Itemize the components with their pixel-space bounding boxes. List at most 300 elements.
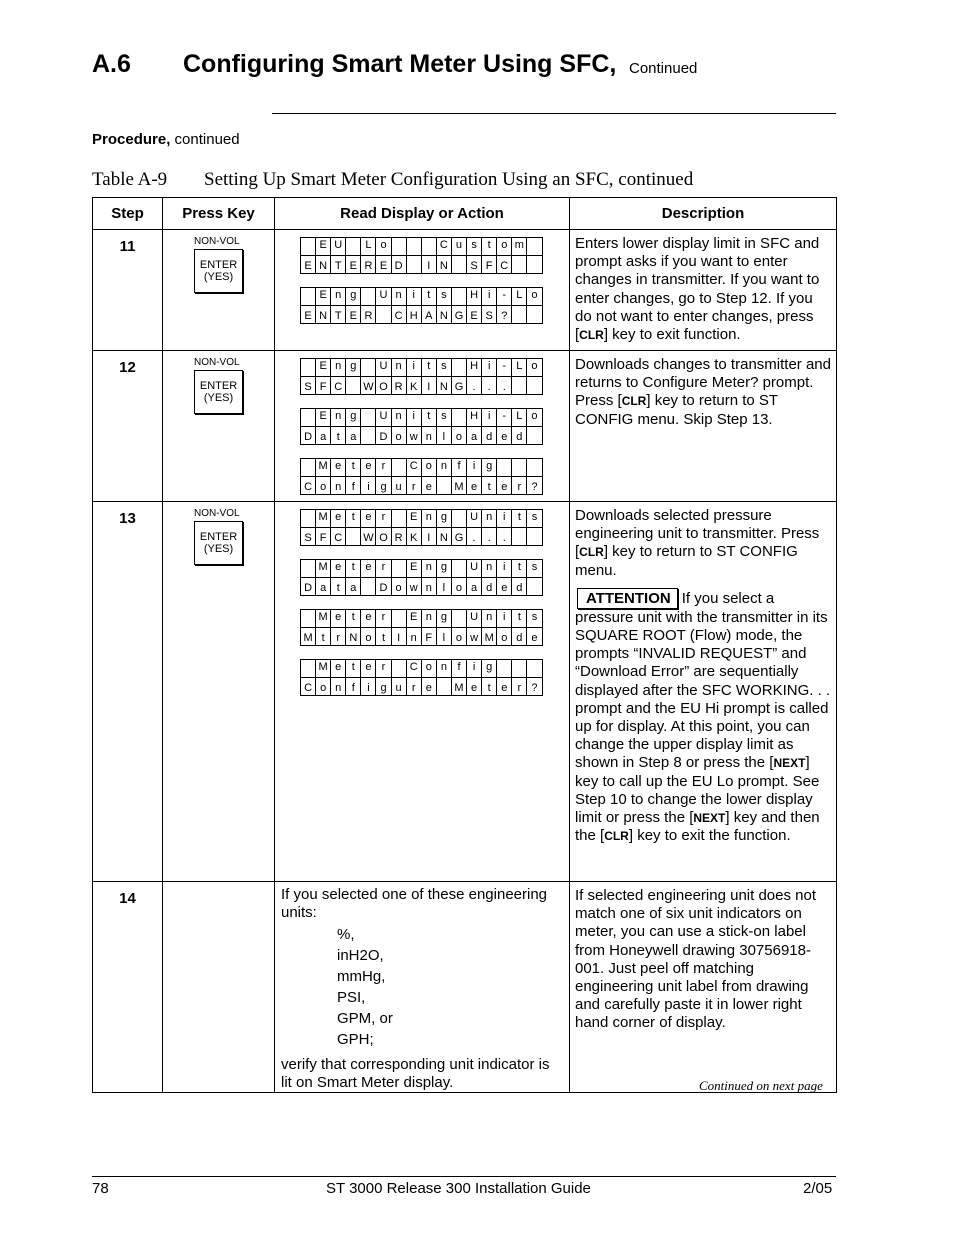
lcd-char-cell: s bbox=[436, 409, 451, 427]
lcd-top-line bbox=[301, 660, 543, 678]
lcd-char-cell bbox=[301, 359, 316, 377]
lcd-char-cell: r bbox=[512, 678, 527, 696]
lcd-char-cell: e bbox=[467, 477, 482, 495]
lcd-char-cell: e bbox=[331, 660, 346, 678]
description-text: Downloads selected pressure engineering unit to transmitter. Press [ bbox=[575, 507, 820, 561]
unit-item: %, bbox=[337, 926, 355, 943]
lcd-char-cell: a bbox=[467, 427, 482, 445]
lcd-char-cell: i bbox=[406, 288, 421, 306]
lcd-char-cell: f bbox=[451, 459, 466, 477]
lcd-char-cell: R bbox=[391, 528, 406, 546]
lcd-char-cell bbox=[512, 459, 527, 477]
lcd-char-cell: ? bbox=[527, 678, 542, 696]
lcd-char-cell: r bbox=[331, 628, 346, 646]
units-intro: If you selected one of these engineering units: bbox=[281, 886, 548, 921]
lcd-char-cell bbox=[301, 288, 316, 306]
clr-key-label: CLR bbox=[579, 545, 604, 560]
lcd-char-cell: L bbox=[512, 288, 527, 306]
lcd-char-cell: t bbox=[421, 288, 436, 306]
lcd-char-cell: r bbox=[376, 560, 391, 578]
lcd-char-cell: D bbox=[376, 427, 391, 445]
lcd-char-cell: E bbox=[346, 306, 361, 324]
description-cell bbox=[570, 230, 837, 351]
lcd-char-cell: i bbox=[482, 409, 497, 427]
lcd-char-cell: o bbox=[391, 578, 406, 596]
table-row bbox=[93, 502, 837, 882]
lcd-char-cell bbox=[361, 359, 376, 377]
lcd-char-cell: n bbox=[391, 409, 406, 427]
lcd-char-cell: g bbox=[376, 477, 391, 495]
lcd-char-cell: E bbox=[376, 256, 391, 274]
lcd-char-cell: s bbox=[527, 610, 542, 628]
lcd-char-cell: M bbox=[451, 477, 466, 495]
lcd-char-cell: O bbox=[376, 528, 391, 546]
key-sublabel: (YES) bbox=[203, 543, 234, 555]
lcd-char-cell: M bbox=[301, 628, 316, 646]
lcd-char-cell: A bbox=[421, 306, 436, 324]
press-key-cell bbox=[163, 882, 275, 1093]
lcd-char-cell: d bbox=[482, 427, 497, 445]
table-row bbox=[93, 882, 837, 1093]
lcd-char-cell: C bbox=[301, 477, 316, 495]
lcd-char-cell: N bbox=[316, 306, 331, 324]
lcd-char-cell: C bbox=[301, 678, 316, 696]
lcd-char-cell bbox=[361, 288, 376, 306]
lcd-char-cell bbox=[527, 459, 542, 477]
lcd-char-cell: n bbox=[482, 510, 497, 528]
lcd-char-cell: H bbox=[467, 409, 482, 427]
unit-item: mmHg, bbox=[337, 968, 386, 985]
units-list bbox=[281, 924, 563, 1050]
lcd-bottom-line bbox=[301, 427, 543, 445]
lcd-char-cell: d bbox=[512, 427, 527, 445]
lcd-char-cell: g bbox=[346, 288, 361, 306]
lcd-char-cell: W bbox=[361, 377, 376, 395]
header-step: Step bbox=[93, 198, 163, 230]
lcd-char-cell: n bbox=[436, 660, 451, 678]
lcd-char-cell: D bbox=[301, 427, 316, 445]
lcd-char-cell: i bbox=[467, 459, 482, 477]
lcd-char-cell: M bbox=[316, 459, 331, 477]
lcd-char-cell: H bbox=[406, 306, 421, 324]
lcd-char-cell: t bbox=[316, 628, 331, 646]
lcd-char-cell bbox=[406, 256, 421, 274]
key-sublabel: (YES) bbox=[203, 271, 234, 283]
lcd-char-cell: t bbox=[346, 459, 361, 477]
lcd-char-cell: O bbox=[376, 377, 391, 395]
lcd-char-cell: d bbox=[482, 578, 497, 596]
lcd-char-cell: r bbox=[376, 459, 391, 477]
lcd-char-cell: w bbox=[406, 578, 421, 596]
lcd-char-cell: g bbox=[436, 510, 451, 528]
lcd-char-cell: S bbox=[482, 306, 497, 324]
lcd-char-cell bbox=[527, 427, 542, 445]
lcd-char-cell: e bbox=[421, 678, 436, 696]
heading-rule bbox=[272, 113, 836, 114]
key-label: ENTER bbox=[199, 380, 238, 392]
lcd-display bbox=[300, 287, 543, 324]
lcd-char-cell: a bbox=[316, 427, 331, 445]
lcd-char-cell: I bbox=[391, 628, 406, 646]
lcd-char-cell: E bbox=[346, 256, 361, 274]
lcd-char-cell: i bbox=[482, 359, 497, 377]
read-action-cell bbox=[275, 882, 570, 1093]
lcd-char-cell bbox=[527, 528, 542, 546]
procedure-suffix: continued bbox=[174, 131, 240, 148]
lcd-char-cell: n bbox=[421, 560, 436, 578]
footer-rule bbox=[92, 1176, 836, 1177]
lcd-char-cell: D bbox=[376, 578, 391, 596]
lcd-char-cell: E bbox=[406, 510, 421, 528]
lcd-bottom-line bbox=[301, 256, 543, 274]
lcd-char-cell: a bbox=[346, 427, 361, 445]
table-header-row bbox=[93, 198, 837, 230]
lcd-char-cell: F bbox=[316, 377, 331, 395]
lcd-char-cell bbox=[391, 459, 406, 477]
procedure-table bbox=[92, 197, 837, 1093]
lcd-char-cell: . bbox=[497, 377, 512, 395]
lcd-char-cell: D bbox=[301, 578, 316, 596]
lcd-char-cell: n bbox=[482, 610, 497, 628]
header-read-display: Read Display or Action bbox=[275, 198, 570, 230]
lcd-char-cell: o bbox=[451, 427, 466, 445]
units-outro: verify that corresponding unit indicator is lit on Smart Meter display. bbox=[281, 1056, 550, 1091]
lcd-char-cell: H bbox=[467, 288, 482, 306]
next-key-label: NEXT bbox=[693, 811, 726, 826]
lcd-char-cell bbox=[376, 306, 391, 324]
lcd-char-cell: s bbox=[436, 359, 451, 377]
lcd-char-cell: r bbox=[406, 477, 421, 495]
lcd-top-line bbox=[301, 238, 543, 256]
lcd-char-cell: e bbox=[361, 459, 376, 477]
lcd-char-cell: i bbox=[361, 477, 376, 495]
lcd-char-cell: o bbox=[497, 628, 512, 646]
key-nonvol-label: NON-VOL bbox=[194, 508, 240, 519]
lcd-char-cell: g bbox=[482, 459, 497, 477]
lcd-char-cell: . bbox=[482, 377, 497, 395]
clr-key-label: CLR bbox=[604, 829, 629, 844]
lcd-char-cell bbox=[527, 377, 542, 395]
lcd-char-cell: E bbox=[316, 238, 331, 256]
lcd-char-cell bbox=[527, 238, 542, 256]
lcd-char-cell bbox=[512, 660, 527, 678]
table-row bbox=[93, 230, 837, 351]
section-continued: Continued bbox=[629, 60, 698, 77]
lcd-char-cell: C bbox=[331, 377, 346, 395]
lcd-char-cell: t bbox=[331, 578, 346, 596]
lcd-char-cell: u bbox=[391, 477, 406, 495]
lcd-char-cell bbox=[451, 256, 466, 274]
lcd-char-cell bbox=[346, 377, 361, 395]
lcd-char-cell: L bbox=[512, 359, 527, 377]
lcd-char-cell bbox=[527, 256, 542, 274]
lcd-char-cell: a bbox=[346, 578, 361, 596]
lcd-char-cell: U bbox=[376, 359, 391, 377]
lcd-char-cell: K bbox=[406, 528, 421, 546]
lcd-char-cell: e bbox=[361, 660, 376, 678]
lcd-char-cell: n bbox=[331, 288, 346, 306]
lcd-char-cell: d bbox=[512, 578, 527, 596]
lcd-char-cell: g bbox=[436, 610, 451, 628]
lcd-char-cell bbox=[301, 459, 316, 477]
lcd-top-line bbox=[301, 288, 543, 306]
lcd-char-cell: n bbox=[331, 678, 346, 696]
lcd-char-cell: e bbox=[331, 510, 346, 528]
lcd-char-cell: u bbox=[391, 678, 406, 696]
lcd-char-cell: u bbox=[451, 238, 466, 256]
lcd-char-cell: S bbox=[467, 256, 482, 274]
lcd-char-cell: F bbox=[316, 528, 331, 546]
lcd-char-cell: . bbox=[497, 528, 512, 546]
lcd-char-cell: t bbox=[512, 560, 527, 578]
lcd-char-cell: i bbox=[497, 510, 512, 528]
lcd-char-cell: G bbox=[451, 377, 466, 395]
lcd-char-cell: E bbox=[316, 409, 331, 427]
lcd-char-cell: g bbox=[346, 359, 361, 377]
lcd-char-cell: ? bbox=[527, 477, 542, 495]
lcd-char-cell: i bbox=[361, 678, 376, 696]
lcd-char-cell: e bbox=[331, 459, 346, 477]
lcd-top-line bbox=[301, 610, 543, 628]
key-label: ENTER bbox=[199, 259, 238, 271]
lcd-char-cell bbox=[346, 528, 361, 546]
step-number: 11 bbox=[93, 230, 163, 351]
lcd-display bbox=[300, 559, 543, 596]
lcd-char-cell: e bbox=[497, 678, 512, 696]
lcd-char-cell: s bbox=[436, 288, 451, 306]
lcd-char-cell: o bbox=[527, 409, 542, 427]
lcd-char-cell: i bbox=[406, 409, 421, 427]
lcd-char-cell: U bbox=[331, 238, 346, 256]
attention-text: ] key to exit the function. bbox=[628, 827, 791, 845]
lcd-char-cell bbox=[451, 510, 466, 528]
lcd-char-cell: s bbox=[527, 560, 542, 578]
lcd-char-cell: S bbox=[301, 377, 316, 395]
lcd-top-line bbox=[301, 409, 543, 427]
lcd-display bbox=[300, 237, 543, 274]
lcd-char-cell: . bbox=[482, 528, 497, 546]
document-title: ST 3000 Release 300 Installation Guide bbox=[326, 1180, 591, 1197]
lcd-char-cell: C bbox=[406, 459, 421, 477]
lcd-char-cell: e bbox=[497, 578, 512, 596]
unit-item: GPM, or bbox=[337, 1010, 393, 1027]
lcd-char-cell bbox=[361, 427, 376, 445]
lcd-char-cell: a bbox=[467, 578, 482, 596]
lcd-char-cell: t bbox=[376, 628, 391, 646]
lcd-char-cell: i bbox=[482, 288, 497, 306]
lcd-char-cell: U bbox=[467, 560, 482, 578]
table-title: Setting Up Smart Meter Configuration Using an SFC, continued bbox=[204, 169, 694, 190]
lcd-char-cell: o bbox=[421, 660, 436, 678]
lcd-char-cell: N bbox=[436, 256, 451, 274]
clr-key-label: CLR bbox=[621, 394, 647, 409]
lcd-char-cell bbox=[527, 660, 542, 678]
description-cell: If selected engineering unit does not match one of six unit indicators on meter, you can use a stick-on label from Honeywell drawing 30756918-001. Just peel off matching engineering unit label from drawing and carefully paste it in lower right hand corner of display. bbox=[570, 882, 837, 1093]
lcd-bottom-line bbox=[301, 477, 543, 495]
lcd-char-cell: - bbox=[497, 409, 512, 427]
read-action-text bbox=[275, 882, 569, 1092]
lcd-char-cell: U bbox=[376, 409, 391, 427]
lcd-char-cell: . bbox=[467, 377, 482, 395]
read-display-cell bbox=[275, 351, 570, 502]
lcd-char-cell: E bbox=[406, 560, 421, 578]
lcd-char-cell: E bbox=[316, 359, 331, 377]
lcd-char-cell: K bbox=[406, 377, 421, 395]
description-text: Enters lower display limit in SFC and prompt asks if you want to enter changes in transmitter. If you want to enter changes, go to Step 12. If you do not want to enter changes, press [ bbox=[575, 235, 820, 344]
lcd-char-cell: M bbox=[451, 678, 466, 696]
lcd-char-cell: n bbox=[406, 628, 421, 646]
step-number: 14 bbox=[93, 882, 163, 1093]
lcd-char-cell: n bbox=[391, 288, 406, 306]
lcd-char-cell: H bbox=[467, 359, 482, 377]
lcd-char-cell: N bbox=[346, 628, 361, 646]
lcd-char-cell: L bbox=[361, 238, 376, 256]
lcd-char-cell: G bbox=[451, 306, 466, 324]
lcd-char-cell: o bbox=[451, 578, 466, 596]
lcd-char-cell: F bbox=[482, 256, 497, 274]
lcd-top-line bbox=[301, 459, 543, 477]
description-cell bbox=[570, 351, 837, 502]
lcd-char-cell: l bbox=[436, 427, 451, 445]
description-text: ] key to exit function. bbox=[603, 326, 741, 344]
step-number: 12 bbox=[93, 351, 163, 502]
lcd-char-cell: l bbox=[436, 578, 451, 596]
lcd-char-cell bbox=[421, 238, 436, 256]
lcd-char-cell bbox=[497, 459, 512, 477]
enter-yes-key-icon bbox=[194, 521, 243, 565]
table-number: Table A-9 bbox=[92, 169, 168, 190]
lcd-char-cell: C bbox=[406, 660, 421, 678]
lcd-char-cell: n bbox=[421, 610, 436, 628]
attention-badge: ATTENTION bbox=[577, 588, 678, 609]
lcd-char-cell: M bbox=[316, 610, 331, 628]
lcd-char-cell: g bbox=[346, 409, 361, 427]
lcd-char-cell bbox=[391, 510, 406, 528]
unit-item: inH2O, bbox=[337, 947, 384, 964]
table-row bbox=[93, 351, 837, 502]
lcd-char-cell: L bbox=[512, 409, 527, 427]
lcd-char-cell: n bbox=[391, 359, 406, 377]
lcd-char-cell bbox=[361, 409, 376, 427]
attention-text: ] key to call up the EU Lo prompt. See Step 10 to change the lower display limit or press the [ bbox=[575, 754, 820, 827]
lcd-char-cell: t bbox=[346, 660, 361, 678]
key-sublabel: (YES) bbox=[203, 392, 234, 404]
attention-text: If you select a pressure unit with the transmitter in its SQUARE ROOT (Flow) mode, the prompts “INVALID REQUEST” and “Download Error” are sequentially displayed after the SFC WORKING. . . prompt and the EU Hi prompt is called up for display. At this point, you can change the upper display limit as shown in Step 8 or press the [ bbox=[575, 589, 831, 772]
lcd-char-cell: i bbox=[497, 560, 512, 578]
lcd-char-cell: f bbox=[346, 477, 361, 495]
lcd-char-cell: o bbox=[527, 288, 542, 306]
lcd-char-cell: t bbox=[512, 610, 527, 628]
lcd-char-cell: M bbox=[316, 660, 331, 678]
lcd-char-cell: o bbox=[527, 359, 542, 377]
lcd-char-cell: s bbox=[527, 510, 542, 528]
lcd-char-cell: r bbox=[376, 610, 391, 628]
lcd-char-cell: e bbox=[331, 560, 346, 578]
lcd-char-cell: T bbox=[331, 256, 346, 274]
lcd-char-cell: o bbox=[316, 477, 331, 495]
lcd-char-cell: e bbox=[497, 477, 512, 495]
lcd-char-cell: r bbox=[376, 510, 391, 528]
lcd-display bbox=[300, 509, 543, 546]
press-key-cell bbox=[163, 230, 275, 351]
lcd-top-line bbox=[301, 510, 543, 528]
section-heading bbox=[92, 50, 698, 79]
lcd-char-cell: N bbox=[436, 528, 451, 546]
lcd-char-cell: o bbox=[451, 628, 466, 646]
lcd-char-cell bbox=[301, 560, 316, 578]
lcd-char-cell bbox=[391, 238, 406, 256]
document-date: 2/05 bbox=[803, 1180, 833, 1197]
lcd-char-cell: t bbox=[482, 238, 497, 256]
lcd-char-cell bbox=[451, 610, 466, 628]
lcd-char-cell: r bbox=[376, 660, 391, 678]
lcd-char-cell: M bbox=[482, 628, 497, 646]
lcd-char-cell: M bbox=[316, 510, 331, 528]
lcd-char-cell bbox=[391, 560, 406, 578]
lcd-bottom-line bbox=[301, 377, 543, 395]
lcd-char-cell: E bbox=[406, 610, 421, 628]
lcd-char-cell: r bbox=[406, 678, 421, 696]
lcd-char-cell: C bbox=[331, 528, 346, 546]
lcd-char-cell bbox=[301, 510, 316, 528]
lcd-char-cell: f bbox=[451, 660, 466, 678]
lcd-char-cell: n bbox=[421, 510, 436, 528]
page-number: 78 bbox=[92, 1180, 109, 1197]
lcd-char-cell bbox=[361, 578, 376, 596]
lcd-char-cell: o bbox=[497, 238, 512, 256]
lcd-char-cell bbox=[512, 256, 527, 274]
lcd-char-cell bbox=[301, 238, 316, 256]
press-key-cell bbox=[163, 502, 275, 882]
lcd-char-cell: D bbox=[391, 256, 406, 274]
lcd-char-cell: I bbox=[421, 256, 436, 274]
lcd-char-cell: - bbox=[497, 288, 512, 306]
section-number: A.6 bbox=[92, 50, 131, 78]
lcd-char-cell: t bbox=[482, 678, 497, 696]
lcd-top-line bbox=[301, 359, 543, 377]
lcd-char-cell: S bbox=[301, 528, 316, 546]
description-cell bbox=[570, 502, 837, 882]
lcd-char-cell: o bbox=[376, 238, 391, 256]
lcd-char-cell bbox=[406, 238, 421, 256]
lcd-char-cell: n bbox=[482, 560, 497, 578]
lcd-char-cell: n bbox=[421, 427, 436, 445]
lcd-char-cell bbox=[346, 238, 361, 256]
lcd-char-cell: e bbox=[527, 628, 542, 646]
lcd-char-cell: w bbox=[467, 628, 482, 646]
lcd-char-cell: t bbox=[346, 560, 361, 578]
lcd-char-cell: i bbox=[406, 359, 421, 377]
lcd-char-cell: d bbox=[512, 628, 527, 646]
lcd-char-cell: g bbox=[376, 678, 391, 696]
lcd-char-cell: E bbox=[301, 256, 316, 274]
lcd-char-cell: M bbox=[316, 560, 331, 578]
attention-text: ] key and then the [ bbox=[575, 809, 820, 845]
lcd-char-cell bbox=[391, 610, 406, 628]
procedure-label bbox=[92, 131, 240, 148]
lcd-char-cell: U bbox=[376, 288, 391, 306]
lcd-char-cell: e bbox=[331, 610, 346, 628]
lcd-display bbox=[300, 458, 543, 495]
enter-yes-key-icon bbox=[194, 370, 243, 414]
read-display-cell bbox=[275, 230, 570, 351]
lcd-char-cell: R bbox=[361, 306, 376, 324]
lcd-char-cell: T bbox=[331, 306, 346, 324]
lcd-char-cell: n bbox=[331, 477, 346, 495]
lcd-char-cell bbox=[451, 560, 466, 578]
lcd-bottom-line bbox=[301, 306, 543, 324]
lcd-char-cell: n bbox=[421, 578, 436, 596]
